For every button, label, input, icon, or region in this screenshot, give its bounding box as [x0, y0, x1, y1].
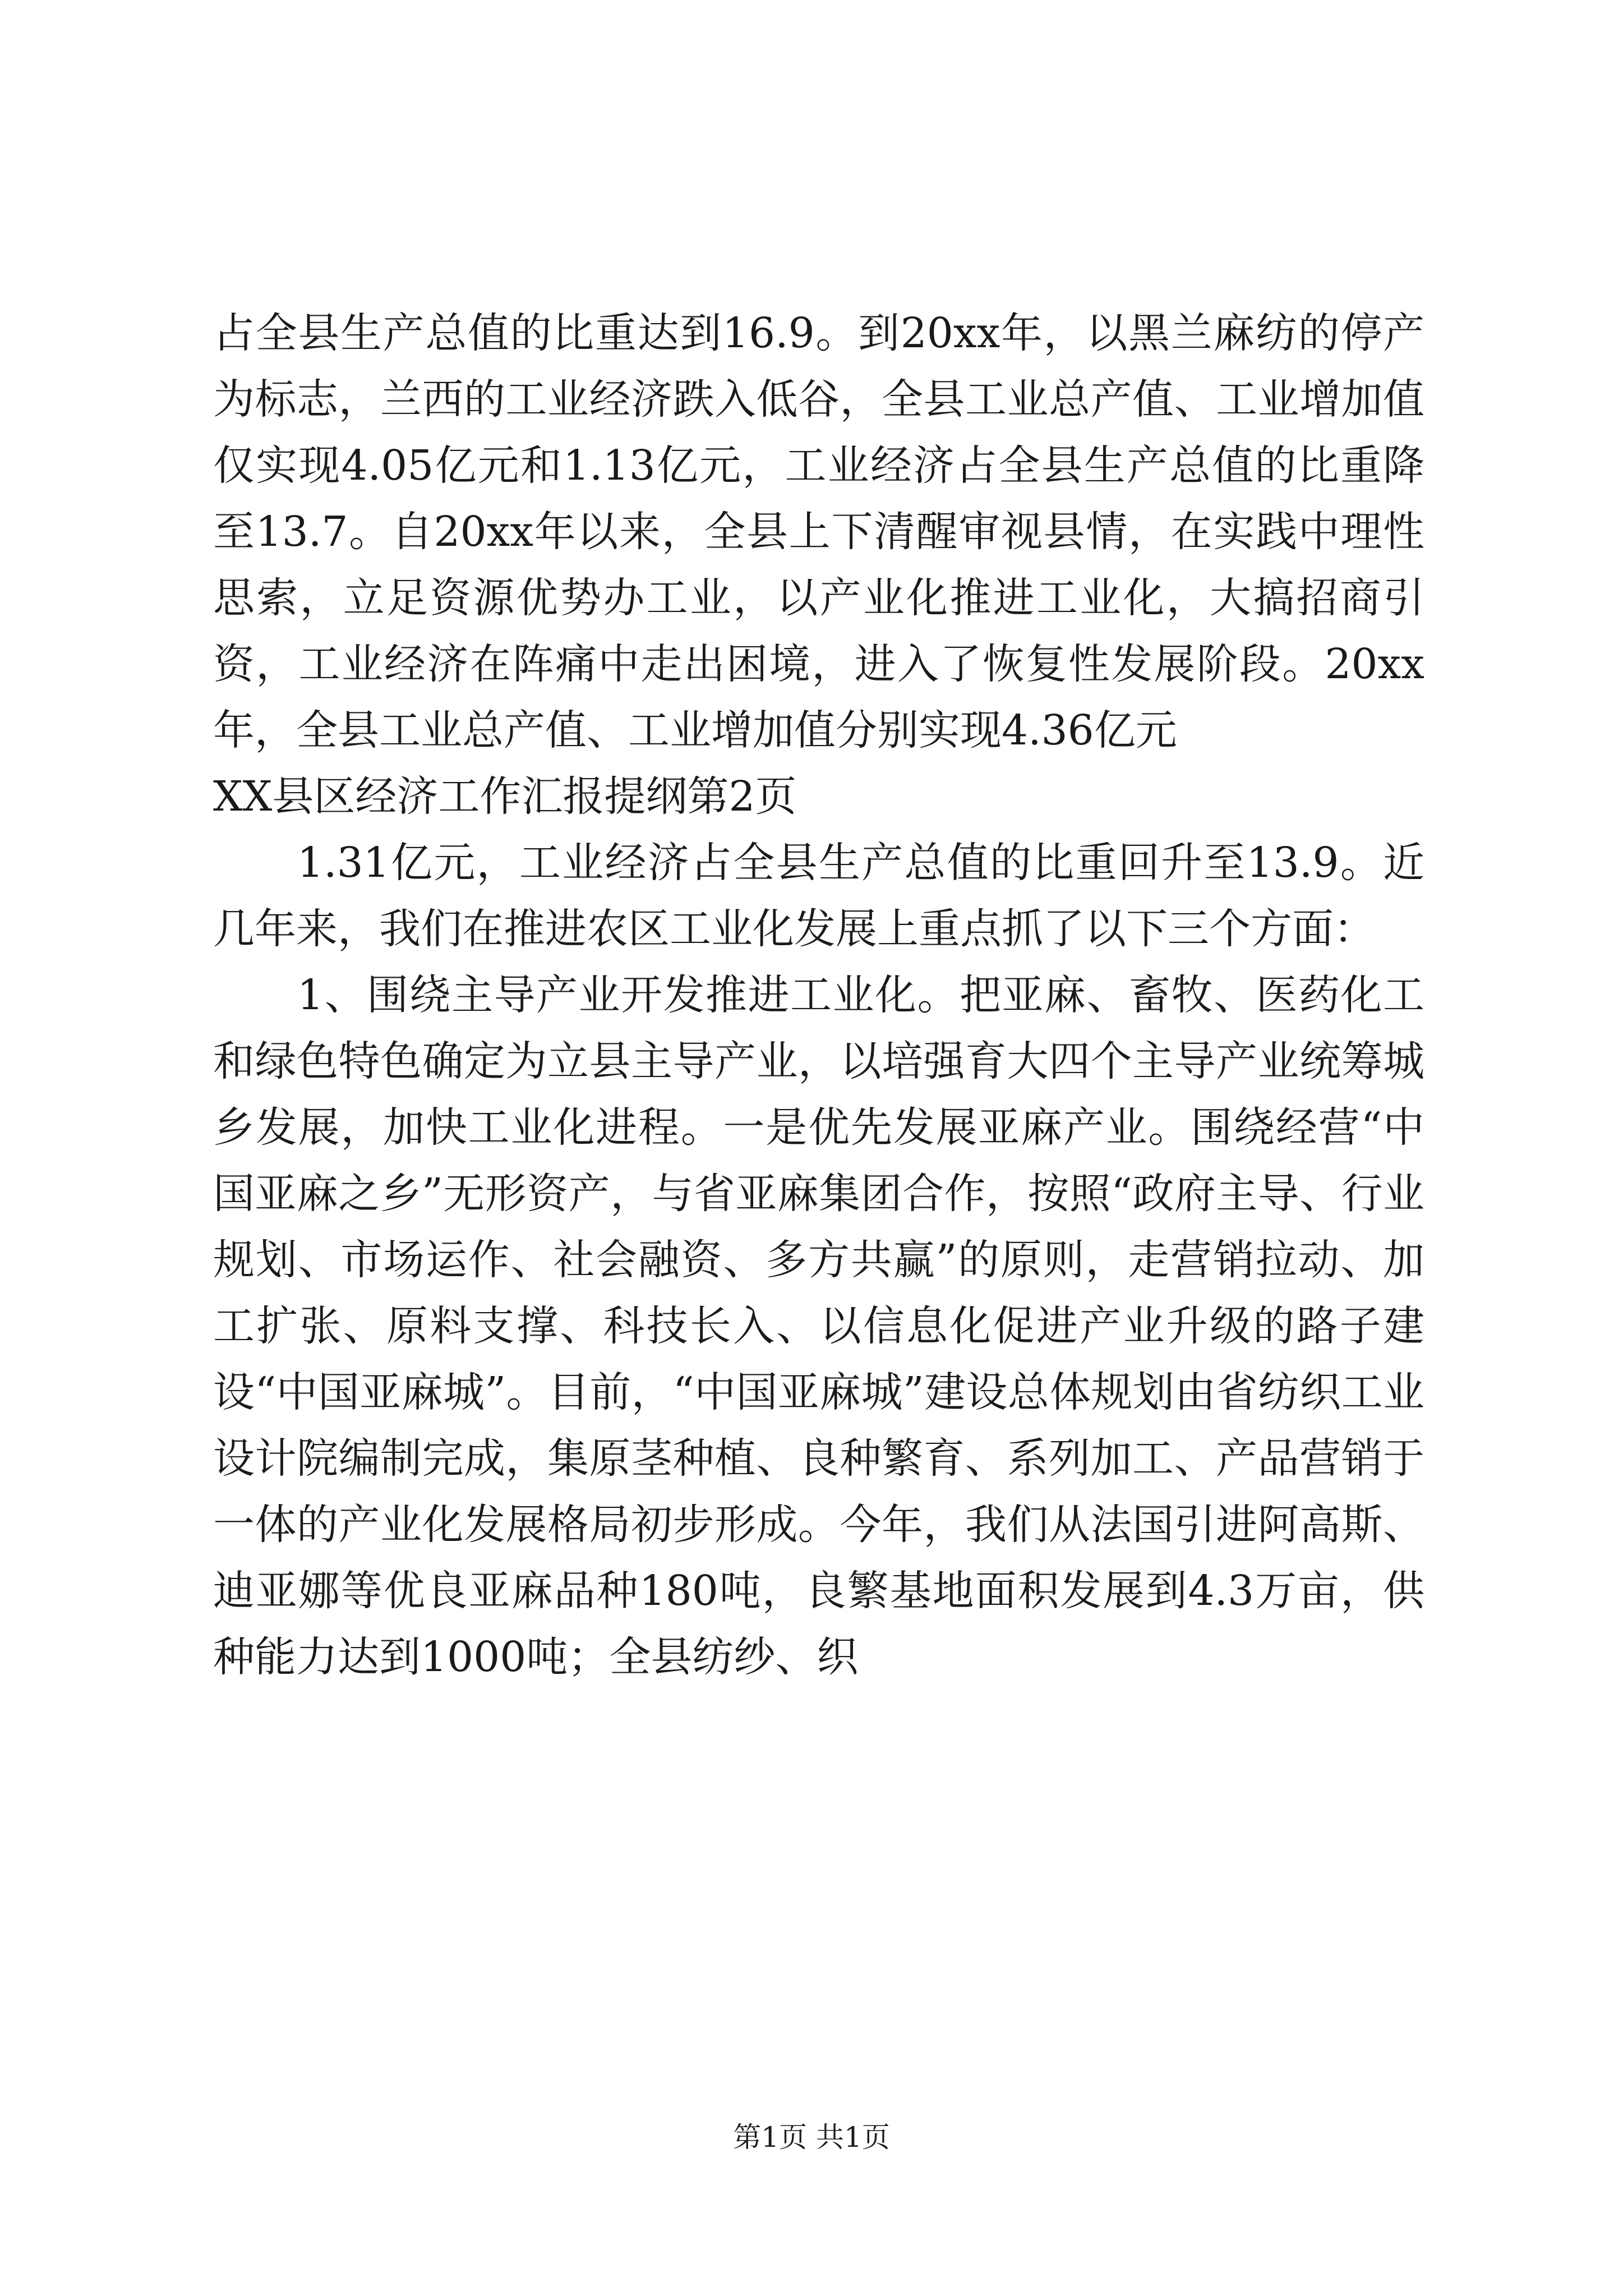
page-header-caption: XX县区经济工作汇报提纲第2页 [213, 772, 797, 821]
document-body [213, 300, 1424, 1690]
paragraph-2: 1.31亿元，工业经济占全县生产总值的比重回升至13.9。近几年来，我们在推进农区工业化发展上重点抓了以下三个方面： [213, 839, 1424, 953]
paragraph-3: 1、围绕主导产业开发推进工业化。把亚麻、畜牧、医药化工和绿色特色确定为立县主导产业，以培强育大四个主导产业统筹城乡发展，加快工业化进程。一是优先发展亚麻产业。围绕经营“中国亚麻之乡”无形资产，与省亚麻集团合作，按照“政府主导、行业规划、市场运作、社会融资、多方共赢”的原则，走营销拉动、加工扩张、原料支撑、科技长入、以信息化促进产业升级的路子建设“中国亚麻城”。目前，“中国亚麻城”建设总体规划由省纺织工业设计院编制完成，集原茎种植、良种繁育、系列加工、产品营销于一体的产业化发展格局初步形成。今年，我们从法国引进阿高斯、迪亚娜等优良亚麻品种180吨，良繁基地面积发展到4.3万亩，供种能力达到1000吨；全县纺纱、织 [213, 971, 1424, 1681]
paragraph-1: 占全县生产总值的比重达到16.9。到20xx年，以黑兰麻纺的停产为标志，兰西的工业经济跌入低谷，全县工业总产值、工业增加值仅实现4.05亿元和1.13亿元，工业经济占全县生产总值的比重降至13.7。自20xx年以来，全县上下清醒审视县情，在实践中理性思索，立足资源优势办工业，以产业化推进工业化，大搞招商引资，工业经济在阵痛中走出困境，进入了恢复性发展阶段。20xx年，全县工业总产值、工业增加值分别实现4.36亿元 [213, 309, 1424, 754]
page-footer: 第1页 共1页 [733, 2121, 890, 2154]
